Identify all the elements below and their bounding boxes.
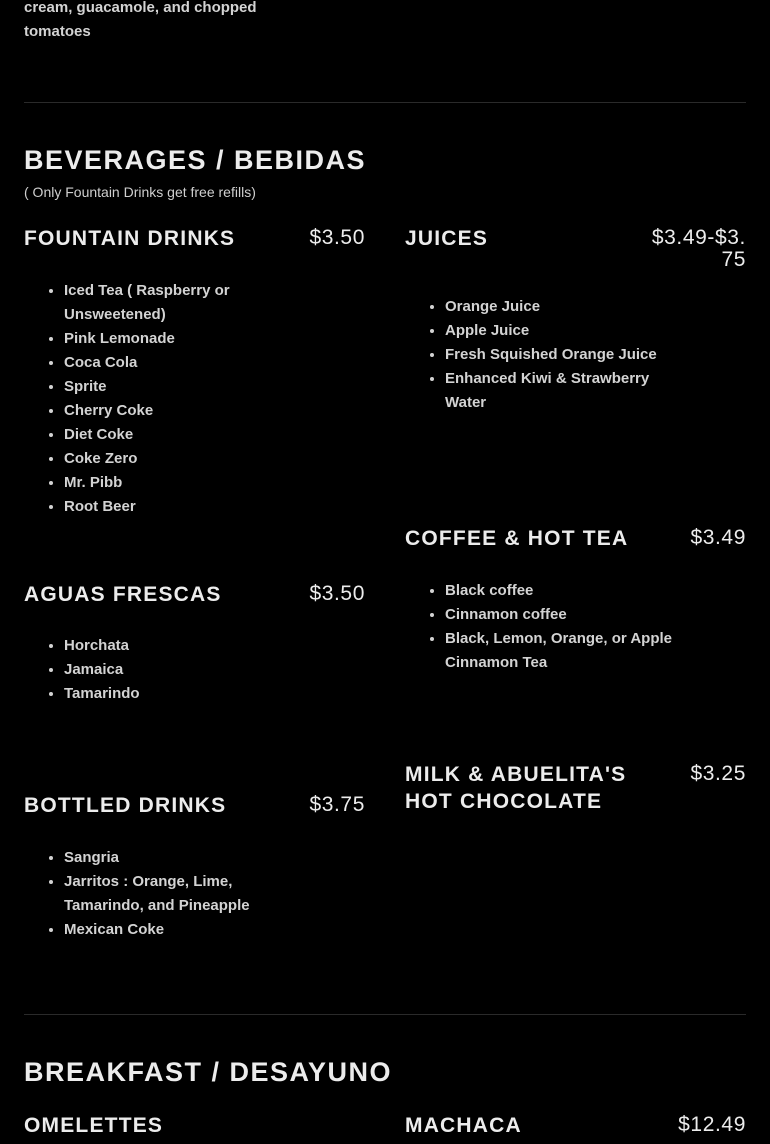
list-item: • Orange Juice <box>445 295 675 319</box>
list-item: • Root Beer <box>64 495 294 519</box>
section-title-breakfast: BREAKFAST / DESAYUNO <box>24 1057 393 1087</box>
section-title-beverages: BEVERAGES / BEBIDAS <box>24 145 367 175</box>
category-price: $12.49 <box>678 1113 746 1136</box>
item-list <box>405 579 675 675</box>
list-item: • Cinnamon coffee <box>445 603 675 627</box>
category-name: MILK & ABUELITA'S HOT CHOCOLATE <box>405 763 627 813</box>
list-item: • Jarritos : Orange, Lime, Tamarindo, and Pineapple <box>64 870 294 918</box>
list-item: • Pink Lemonade <box>64 327 294 351</box>
item-list <box>24 634 294 706</box>
list-item: • Horchata <box>64 634 294 658</box>
category-name: FOUNTAIN DRINKS <box>24 227 236 250</box>
list-item: • Cherry Coke <box>64 399 294 423</box>
list-item: • Apple Juice <box>445 319 675 343</box>
list-item: • Sangria <box>64 846 294 870</box>
item-list <box>24 846 294 942</box>
list-item: • Tamarindo <box>64 682 294 706</box>
category-name: MACHACA <box>405 1114 522 1137</box>
category-price: $3.50 <box>309 582 365 605</box>
category-price: $3.49 <box>690 526 746 549</box>
category-name: JUICES <box>405 227 489 250</box>
list-item: • Sprite <box>64 375 294 399</box>
list-item: • Coke Zero <box>64 447 294 471</box>
section-divider <box>24 1014 746 1015</box>
list-item: • Coca Cola <box>64 351 294 375</box>
category-price: $3.49-$3.75 <box>651 226 746 271</box>
category-name: COFFEE & HOT TEA <box>405 527 629 550</box>
item-list <box>405 295 675 415</box>
list-item: • Fresh Squished Orange Juice <box>445 343 675 367</box>
category-price: $3.25 <box>690 762 746 785</box>
refill-note: ( Only Fountain Drinks get free refills) <box>24 184 256 200</box>
list-item: • Black, Lemon, Orange, or Apple Cinnamon Tea <box>445 627 675 675</box>
list-item: • Black coffee <box>445 579 675 603</box>
section-divider <box>24 102 746 103</box>
list-item: • Jamaica <box>64 658 294 682</box>
list-item: • Mexican Coke <box>64 918 294 942</box>
previous-item-description: cream, guacamole, and chopped tomatoes <box>24 0 257 40</box>
list-item: • Iced Tea ( Raspberry or Unsweetened) <box>64 279 294 327</box>
list-item: • Diet Coke <box>64 423 294 447</box>
list-item: • Enhanced Kiwi & Strawberry Water <box>445 367 675 415</box>
category-name: BOTTLED DRINKS <box>24 794 227 817</box>
category-price: $3.75 <box>309 793 365 816</box>
item-list <box>24 279 294 519</box>
category-name: AGUAS FRESCAS <box>24 583 222 606</box>
category-name: OMELETTES <box>24 1114 164 1137</box>
category-price: $3.50 <box>309 226 365 249</box>
list-item: • Mr. Pibb <box>64 471 294 495</box>
